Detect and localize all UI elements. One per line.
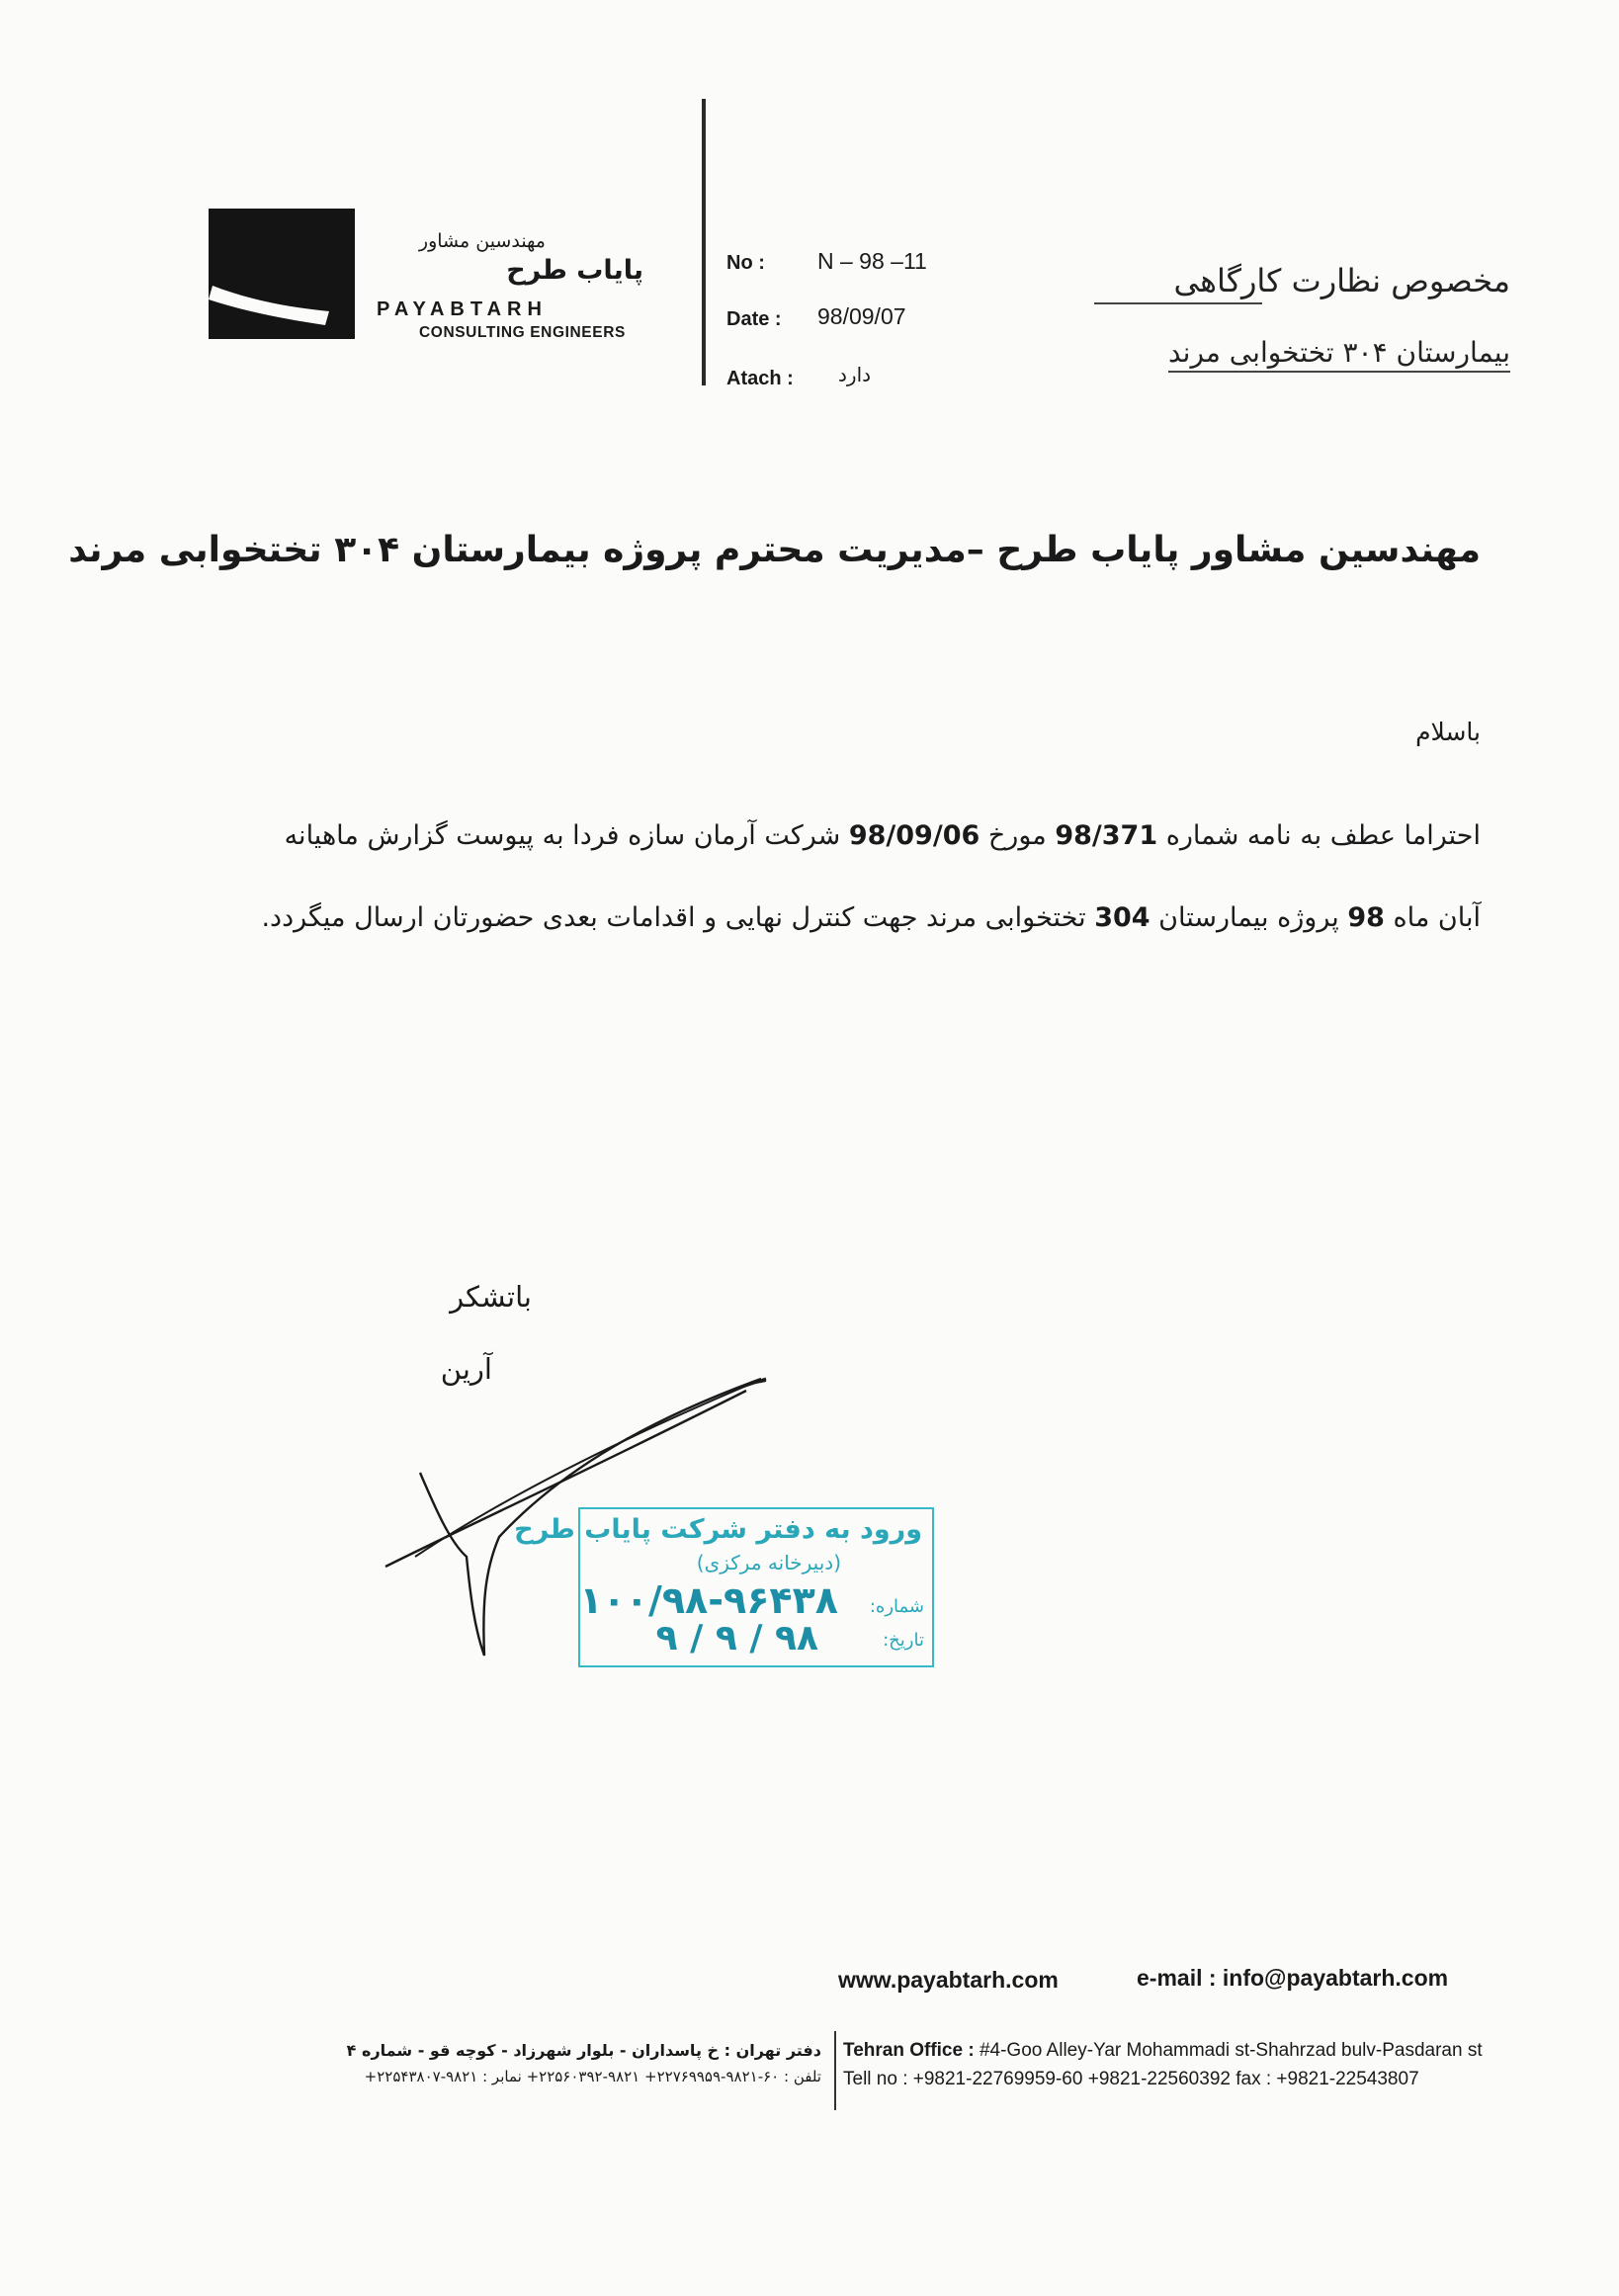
handwritten-note-supervision: مخصوص نظارت کارگاهی: [1173, 262, 1510, 299]
letter-number-value: N – 98 –11: [817, 248, 927, 274]
reference-letter-number: 98/371: [1055, 820, 1158, 851]
hospital-beds: 304: [1094, 902, 1150, 933]
logo-english-name: PAYABTARH: [377, 298, 548, 320]
letter-salutation: باسلام: [1415, 718, 1481, 746]
body-text: پروژه بیمارستان: [1150, 902, 1348, 933]
footer-office-address: #4-Goo Alley-Yar Mohammadi st-Shahrzad bulv-Pasdaran st: [974, 2040, 1483, 2061]
header-divider: [702, 99, 706, 385]
footer-office-address-en: [843, 2040, 1483, 2062]
footer-phone-fa: تلفن : ۶۰-۹۸۲۱-۲۲۷۶۹۹۵۹+ ۹۸۲۱-۲۲۵۶۰۳۹۲+ نمابر : ۹۸۲۱-۲۲۵۴۳۸۰۷+: [364, 2068, 821, 2085]
stamp-number-value: ۱۰۰/۹۸-۹۶۴۳۸: [579, 1578, 838, 1622]
handwritten-underline: [1094, 302, 1262, 304]
letter-heading: مهندسین مشاور پایاب طرح –مدیریت محترم پروژه بیمارستان ۳۰۴ تختخوابی مرند: [68, 530, 1481, 570]
letter-date-label: Date :: [726, 308, 782, 330]
letter-signer: آرین: [440, 1352, 492, 1386]
letter-closing: باتشکر: [450, 1280, 532, 1314]
body-text: احتراما عطف به نامه شماره: [1157, 820, 1481, 851]
reception-stamp: [514, 1507, 934, 1667]
stamp-date-value: ۹۸ / ۹ / ۹: [655, 1618, 818, 1658]
body-text: آبان ماه: [1384, 902, 1481, 933]
handwritten-note-project: بیمارستان ۳۰۴ تختخوابی مرند: [1168, 336, 1510, 373]
stamp-title: ورود به دفتر شرکت پایاب طرح: [514, 1514, 922, 1545]
letter-attach-value: دارد: [838, 363, 872, 386]
footer-office-address-fa: دفتر تهران : خ پاسداران - بلوار شهرزاد - کوچه قو - شماره ۴: [346, 2041, 821, 2060]
letter-body-line-1: [285, 820, 1481, 851]
footer-email: e-mail : info@payabtarh.com: [1137, 1965, 1449, 1991]
letter-date-value: 98/09/07: [817, 303, 906, 329]
logo-english-subtitle: CONSULTING ENGINEERS: [419, 324, 626, 341]
footer-phone-en: Tell no : +9821-22769959-60 +9821-22560392 fax : +9821-22543807: [843, 2069, 1419, 2089]
stamp-subtitle: (دبیرخانه مرکزی): [696, 1551, 841, 1574]
logo-persian-subtitle: مهندسین مشاور: [418, 230, 546, 252]
body-text: مورخ: [980, 820, 1056, 851]
body-text: تختخوابی مرند جهت کنترل نهایی و اقدامات بعدی حضورتان ارسال میگردد.: [261, 902, 1095, 933]
report-year: 98: [1347, 902, 1385, 933]
logo-persian-name: پایاب طرح: [506, 255, 643, 286]
company-logo-mark: [209, 209, 355, 339]
body-text: شرکت آرمان سازه فردا به پیوست گزارش ماهیانه: [284, 820, 849, 851]
footer-office-label: Tehran Office :: [843, 2040, 975, 2061]
stamp-date-label: تاریخ:: [883, 1630, 924, 1651]
letter-attach-label: Atach :: [726, 368, 794, 389]
footer-divider: [834, 2031, 836, 2110]
letter-body-line-2: [261, 902, 1481, 933]
reference-letter-date: 98/09/06: [848, 820, 980, 851]
stamp-number-label: شماره:: [869, 1596, 924, 1617]
footer-website: www.payabtarh.com: [838, 1967, 1059, 1993]
letter-number-label: No :: [726, 252, 765, 274]
